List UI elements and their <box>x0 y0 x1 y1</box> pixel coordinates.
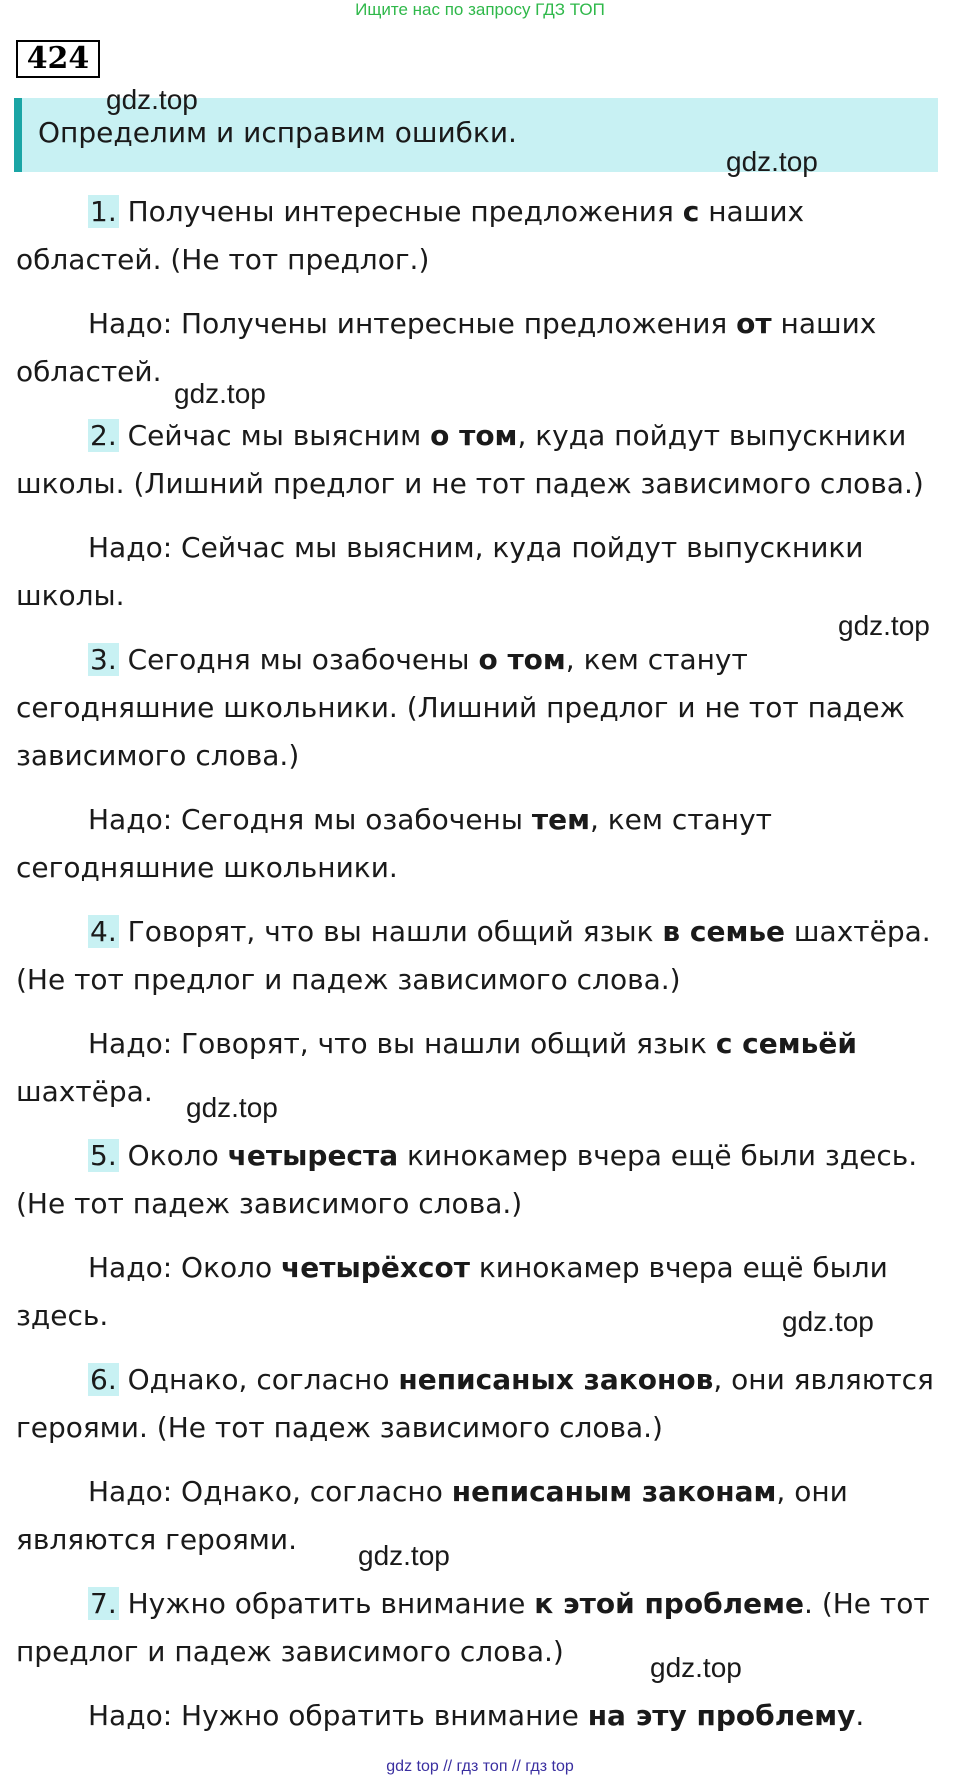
correction-text: Надо: Сегодня мы озабочены <box>88 803 532 836</box>
item-number: 6. <box>90 1363 117 1396</box>
correction-3 <box>16 796 944 892</box>
correction-2 <box>16 524 944 620</box>
watermark: gdz.top <box>186 1092 278 1123</box>
sentence-text: Около <box>118 1139 228 1172</box>
error-sentence-3 <box>16 636 944 780</box>
item-number: 4. <box>90 915 117 948</box>
sentence-text: , они являются героями. (Не тот падеж зависимого слова.) <box>16 1363 934 1444</box>
highlighted-error: в семье <box>662 915 786 948</box>
corrected-word: тем <box>531 803 590 836</box>
corrected-word: на эту проблему <box>587 1699 856 1732</box>
watermark: gdz.top <box>174 378 266 409</box>
sentence-text: Однако, согласно <box>118 1363 399 1396</box>
correction-text: шахтёра. <box>16 1075 153 1108</box>
watermark: gdz.top <box>838 610 930 641</box>
error-sentence-2 <box>16 412 944 508</box>
sentence-text: , куда пойдут выпускники школы. (Лишний предлог и не тот падеж зависимого слова.) <box>16 419 924 500</box>
item-number: 7. <box>90 1587 117 1620</box>
corrected-word: четырёхсот <box>281 1251 470 1284</box>
item-number: 2. <box>90 419 117 452</box>
correction-text: Надо: Говорят, что вы нашли общий язык <box>88 1027 716 1060</box>
corrected-word: от <box>736 307 772 340</box>
correction-text: кинокамер вчера ещё были здесь. <box>16 1251 888 1332</box>
watermark: gdz.top <box>782 1306 874 1337</box>
error-sentence-5 <box>16 1132 944 1228</box>
sentence-text: Говорят, что вы нашли общий язык <box>118 915 663 948</box>
highlighted-error: неписаных законов <box>398 1363 714 1396</box>
answer-content <box>16 188 944 1756</box>
highlighted-error: о том <box>478 643 566 676</box>
item-number: 3. <box>90 643 117 676</box>
correction-text: Надо: Около <box>88 1251 282 1284</box>
sentence-text: шахтёра. (Не тот предлог и падеж зависимого слова.) <box>16 915 931 996</box>
corrected-word: неписаным законам <box>451 1475 777 1508</box>
watermark: gdz.top <box>650 1652 742 1683</box>
sentence-text: Сейчас мы выясним <box>118 419 431 452</box>
sentence-text: Нужно обратить внимание <box>118 1587 535 1620</box>
task-number: 424 <box>16 40 100 78</box>
highlighted-error: к этой проблеме <box>534 1587 805 1620</box>
correction-text: наших областей. <box>16 307 877 388</box>
sentence-text: Получены интересные предложения <box>118 195 683 228</box>
correction-7 <box>16 1692 944 1740</box>
corrected-word: с семьёй <box>715 1027 857 1060</box>
error-sentence-1 <box>16 188 944 284</box>
watermark: gdz.top <box>106 84 198 115</box>
error-sentence-6 <box>16 1356 944 1452</box>
correction-text: , кем станут сегодняшние школьники. <box>16 803 772 884</box>
sentence-text: . (Не тот предлог и падеж зависимого слова.) <box>16 1587 930 1668</box>
top-banner: Ищите нас по запросу ГДЗ ТОП <box>355 0 605 19</box>
correction-text: , они являются героями. <box>16 1475 848 1556</box>
watermark: gdz.top <box>726 146 818 177</box>
sentence-text: , кем станут сегодняшние школьники. (Лишний предлог и не тот падеж зависимого слова.) <box>16 643 905 772</box>
correction-text: Надо: Получены интересные предложения <box>88 307 737 340</box>
correction-text: Надо: Сейчас мы выясним, куда пойдут выпускники школы. <box>16 531 864 612</box>
correction-text: Надо: Нужно обратить внимание <box>88 1699 588 1732</box>
highlighted-error: четыреста <box>227 1139 399 1172</box>
sentence-text: кинокамер вчера ещё были здесь. (Не тот падеж зависимого слова.) <box>16 1139 918 1220</box>
item-number: 5. <box>90 1139 117 1172</box>
watermark: gdz.top <box>358 1540 450 1571</box>
highlighted-error: с <box>682 195 700 228</box>
correction-text: . <box>855 1699 865 1732</box>
correction-text: Надо: Однако, согласно <box>88 1475 452 1508</box>
sentence-text: Сегодня мы озабочены <box>118 643 479 676</box>
footer: gdz top // гдз топ // гдз top <box>386 1758 574 1775</box>
correction-4 <box>16 1020 944 1116</box>
correction-6 <box>16 1468 944 1564</box>
highlighted-error: о том <box>430 419 518 452</box>
instruction-text: Определим и исправим ошибки. <box>38 116 517 149</box>
error-sentence-4 <box>16 908 944 1004</box>
sentence-text: наших областей. (Не тот предлог.) <box>16 195 805 276</box>
correction-1 <box>16 300 944 396</box>
error-sentence-7 <box>16 1580 944 1676</box>
item-number: 1. <box>90 195 117 228</box>
